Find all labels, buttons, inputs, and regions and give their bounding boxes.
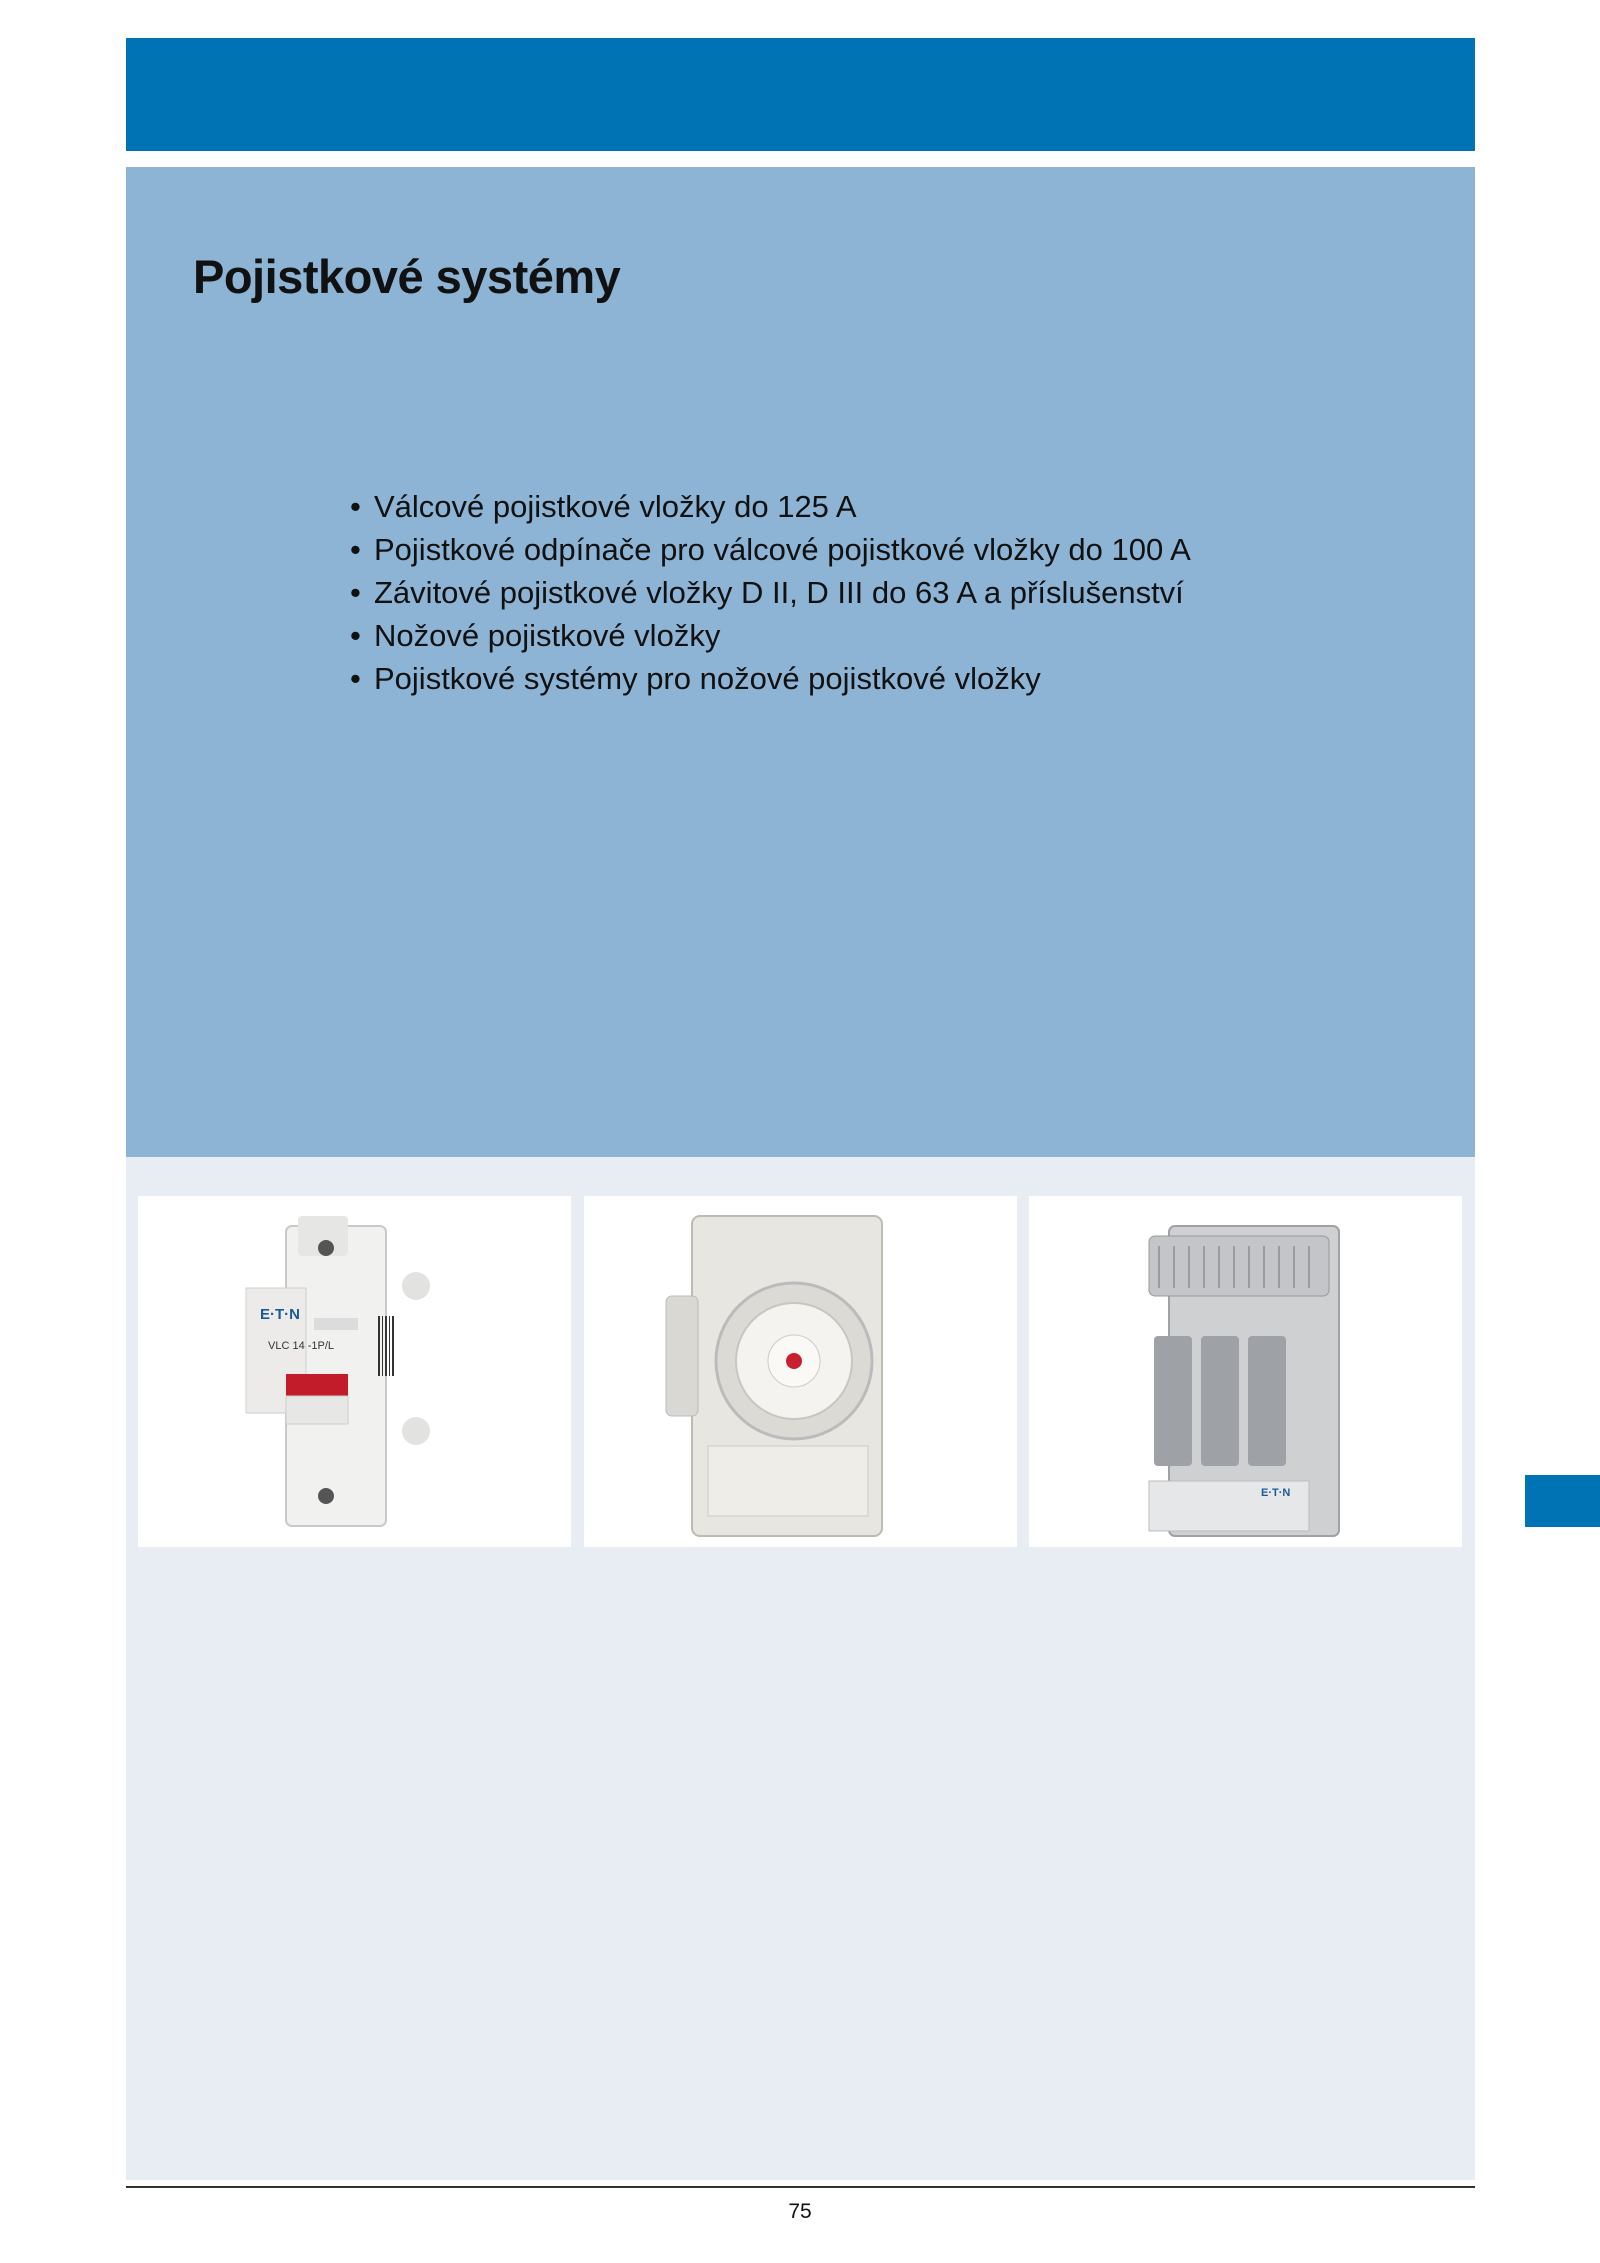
eaton-logo: E·T·N	[1261, 1487, 1291, 1499]
feature-list	[350, 485, 1191, 700]
page-number: 75	[788, 2200, 812, 2223]
eaton-logo: E·T·N	[260, 1306, 300, 1323]
fuse-switch-disconnector-photo	[1029, 1196, 1462, 1547]
cylindrical-fuse-holder-photo	[138, 1196, 571, 1547]
footer-rule	[126, 2186, 1475, 2188]
neozed-fuse-base-photo	[584, 1196, 1017, 1547]
list-item: • Nožové pojistkové vložky	[350, 614, 1191, 657]
page-title: Pojistkové systémy	[193, 250, 621, 303]
list-item: • Pojistkové odpínače pro válcové pojistkové vložky do 100 A	[350, 528, 1191, 571]
list-item: • Závitové pojistkové vložky D II, D III do 63 A a příslušenství	[350, 571, 1191, 614]
header-band	[126, 38, 1475, 151]
chapter-tab	[1525, 1475, 1600, 1527]
list-item: • Válcové pojistkové vložky do 125 A	[350, 485, 1191, 528]
list-item: • Pojistkové systémy pro nožové pojistkové vložky	[350, 657, 1191, 700]
model-label: VLC 14 -1P/L	[268, 1340, 335, 1352]
section-hero	[126, 167, 1475, 1157]
